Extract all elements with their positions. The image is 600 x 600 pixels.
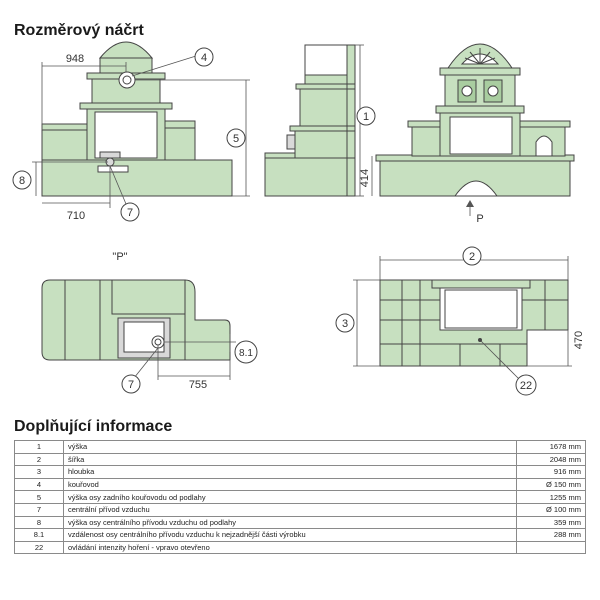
arrow-label-p: P	[476, 213, 484, 225]
svg-text:8: 8	[18, 175, 26, 187]
table-row	[15, 516, 586, 529]
table-row	[15, 478, 586, 491]
table-cell-no: 7	[15, 503, 64, 516]
table-cell-value: 1678 mm	[517, 441, 586, 454]
table-row	[15, 491, 586, 504]
callout-8	[13, 171, 31, 189]
svg-text:4: 4	[200, 52, 208, 64]
callout-4	[195, 48, 213, 66]
sketch-heading: Rozměrový náčrt	[14, 22, 144, 39]
callout-1	[357, 107, 375, 125]
dim-710: 710	[66, 210, 86, 222]
svg-text:3: 3	[341, 318, 349, 330]
table-cell-value: 2048 mm	[517, 453, 586, 466]
table-cell-no: 2	[15, 453, 64, 466]
side-view	[265, 45, 355, 196]
table-cell-desc: vzdálenost osy centrálního přívodu vzduchu k nejzadnější části výrobku	[64, 529, 517, 542]
table-cell-desc: výška osy centrálního přívodu vzduchu od podlahy	[64, 516, 517, 529]
table-cell-value: Ø 150 mm	[517, 478, 586, 491]
table-cell-no: 8.1	[15, 529, 64, 542]
dim-948: 948	[65, 53, 85, 65]
table-cell-no: 8	[15, 516, 64, 529]
info-table	[14, 440, 586, 554]
svg-text:7: 7	[126, 207, 134, 219]
svg-text:8.1: 8.1	[239, 348, 253, 359]
svg-text:22: 22	[519, 380, 533, 392]
callout-22	[516, 375, 536, 395]
svg-text:5: 5	[232, 133, 240, 145]
dim-470: 470	[573, 330, 585, 350]
table-cell-desc: hloubka	[64, 466, 517, 479]
callout-7-bottom	[122, 375, 140, 393]
table-cell-desc: šířka	[64, 453, 517, 466]
table-cell-no: 4	[15, 478, 64, 491]
table-cell-value: 359 mm	[517, 516, 586, 529]
table-row	[15, 453, 586, 466]
callout-3	[336, 314, 354, 332]
table-cell-no: 1	[15, 441, 64, 454]
callout-5	[227, 129, 245, 147]
table-cell-value: 916 mm	[517, 466, 586, 479]
table-cell-desc: centrální přívod vzduchu	[64, 503, 517, 516]
table-cell-desc: výška	[64, 441, 517, 454]
plan-view	[380, 280, 568, 366]
table-row	[15, 466, 586, 479]
table-row	[15, 541, 586, 554]
dim-414: 414	[359, 168, 371, 188]
svg-text:7: 7	[127, 379, 135, 391]
svg-text:2: 2	[468, 251, 476, 263]
table-cell-value: 288 mm	[517, 529, 586, 542]
top-view	[42, 280, 230, 360]
table-cell-no: 22	[15, 541, 64, 554]
table-cell-value: 1255 mm	[517, 491, 586, 504]
info-heading: Doplňující informace	[14, 418, 173, 435]
view-label-p: "P"	[112, 251, 128, 263]
table-cell-value: Ø 100 mm	[517, 503, 586, 516]
table-cell-desc: kouřovod	[64, 478, 517, 491]
callout-8-1	[235, 341, 257, 363]
table-row	[15, 503, 586, 516]
table-row	[15, 529, 586, 542]
svg-text:1: 1	[362, 111, 370, 123]
table-cell-no: 5	[15, 491, 64, 504]
table-cell-value	[517, 541, 586, 554]
front-view	[376, 44, 574, 196]
table-cell-desc: ovládání intenzity hoření - vpravo otevřeno	[64, 541, 517, 554]
table-row	[15, 441, 586, 454]
callout-2	[463, 247, 481, 265]
dim-755: 755	[188, 379, 208, 391]
table-cell-no: 3	[15, 466, 64, 479]
table-cell-desc: výška osy zadního kouřovodu od podlahy	[64, 491, 517, 504]
callout-7-top	[121, 203, 139, 221]
